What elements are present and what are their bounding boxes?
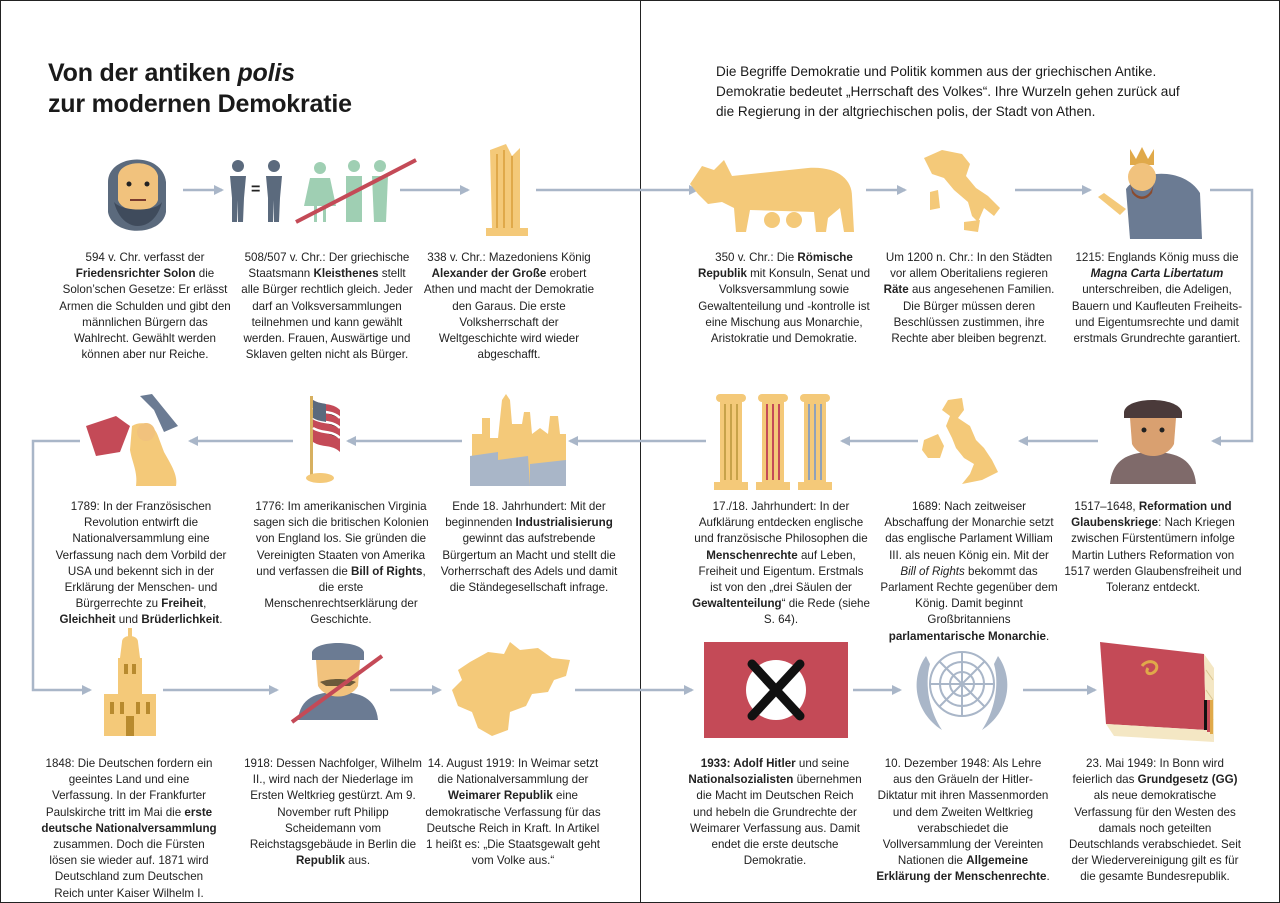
germany-map-icon: [448, 636, 572, 740]
caption-italian-councils: Um 1200 n. Chr.: In den Städten vor allem Oberitaliens regieren Räte aus angesehenen Familien. Die Bürger müssen deren Beschlüssen zustimmen, ihre Rechte aber bleiben begrenzt.: [883, 251, 1055, 346]
caption-bill-of-rights-1689: 1689: Nach zeitweiser Abschaffung der Monarchie setzt das englische Parlament William III. als neuen König ein. Mit der Bill of Rights bekommt das Parlament Rechte gegenüber dem König. Damit beginnt Großbritanniens parlamentarische Monarchie.: [880, 500, 1058, 643]
luther-portrait-icon: [1106, 394, 1200, 486]
broken-column-icon: [486, 142, 532, 238]
paulskirche-icon: [100, 628, 160, 738]
us-flag-icon: [300, 392, 348, 486]
king-john-icon: [1096, 143, 1206, 243]
caption-french-revolution: 1789: In der Französischen Revolution entwirft die Nationalversammlung eine Verfassung nach dem Vorbild der USA und bekennt sich in der Erklärung der Menschen- und Bürgerrechte zu Freiheit, Gleichheit und Brüderlichkeit.: [55, 500, 227, 627]
solon-portrait-icon: [100, 142, 174, 240]
caption-un-declaration: 10. Dezember 1948: Als Lehre aus den Gräueln der Hitler-Diktatur mit ihren Massenmorden und dem Zweiten Weltkrieg verabschiedet die Vollversammlung der Vereinten Nationen die Allgemeine Erklärung der Menschenrechte.: [876, 757, 1050, 884]
marianne-icon: [82, 392, 186, 488]
caption-nazi-seizure: 1933: Adolf Hitler und seine Nationalsozialisten übernehmen die Macht im Deutschen Reich und hebeln die Grundrechte der Weimarer Verfassung aus. Damit endet die erste deutsche Demokratie.: [688, 757, 862, 868]
svg-text:=: =: [251, 181, 261, 198]
caption-alexander: 338 v. Chr.: Mazedoniens König Alexander der Große erobert Athen und macht der Demokratie den Garaus. Die erste Volksherrschaft der Weltgeschichte wird wieder abgeschafft.: [423, 251, 595, 362]
caption-kleisthenes: 508/507 v. Chr.: Der griechische Staatsmann Kleisthenes stellt alle Bürger rechtlich gleich. Jeder darf an Volksversammlungen teilnehmen und kann gewählt werden. Frauen, Auswärtige und Sklaven gelten nicht als Bürger.: [241, 251, 413, 362]
crossed-flag-icon: [704, 642, 848, 738]
grundgesetz-book-icon: [1096, 640, 1220, 744]
intro-text: Die Begriffe Demokratie und Politik kommen aus der griechischen Antike. Demokratie bedeutet „Herrschaft des Volkes“. Ihre Wurzeln gehen zurück auf die Regierung in der altgriechischen polis, der Stadt von Athen.: [716, 64, 1180, 119]
italy-map-icon: [918, 146, 1004, 236]
caption-solon: 594 v. Chr. verfasst der Friedensrichter Solon die Solon’schen Gesetze: Er erlässt Armen die Schulden und gibt den männlichen Bürgern das Wahlrecht. Gewählt werden können aber nur Reiche.: [59, 251, 231, 362]
caption-weimar: 14. August 1919: In Weimar setzt die Nationalversammlung der Weimarer Republik eine demokratische Verfassung für das Deutsche Reich in Kraft. In Artikel 1 heißt es: „Die Staatsgewalt geht vom Volke aus.“: [425, 757, 601, 868]
caption-grundgesetz: 23. Mai 1949: In Bonn wird feierlich das Grundgesetz (GG) als neue demokratische Verfassung für den Westen des damals noch geteilten Deutschlands verabschiedet. Seit der Wiedervereinigung gilt es für die gesamte Bundesrepublik.: [1068, 757, 1242, 884]
great-britain-map-icon: [918, 396, 1002, 490]
page-title: Von der antiken polis zur modernen Demokratie: [48, 59, 352, 118]
caption-republic-1918: 1918: Dessen Nachfolger, Wilhelm II., wird nach der Niederlage im Ersten Weltkrieg gestürzt. Am 9. November ruft Philipp Scheidemann vom Reichstagsgebäude in Berlin die Republik aus.: [244, 757, 422, 868]
industrial-skyline-icon: [468, 394, 568, 488]
three-columns-icon: [710, 392, 838, 492]
crossed-out-women-slaves-icon: [294, 156, 422, 226]
caption-reformation: 1517–1648, Reformation und Glaubenskriege: Nach Kriegen zwischen Fürstentümern infolge Martin Luthers Reformation von 1517 werden Glaubensfreiheit und Toleranz entdeckt.: [1064, 500, 1242, 595]
un-emblem-icon: [906, 642, 1018, 738]
caption-us-independence: 1776: Im amerikanischen Virginia sagen sich die britischen Kolonien von England los. Sie gründen die Vereinigten Staaten von Amerika und verfassen die Bill of Rights, die erste Menschenrechtserklärung der Geschichte.: [253, 500, 429, 627]
caption-enlightenment: 17./18. Jahrhundert: In der Aufklärung entdecken englische und französische Philosophen die Menschenrechte auf Leben, Freiheit und Eigentum. Erstmals ist von den „drei Säulen der Gewaltenteilung“ die Rede (siehe S. 64).: [692, 500, 870, 627]
capitoline-wolf-icon: [688, 146, 860, 238]
caption-paulskirche: 1848: Die Deutschen fordern ein geeintes Land und eine Verfassung. In der Frankfurter Paulskirche tritt im Mai die erste deutsche Nationalversammlung zusammen. Doch die Fürsten lösen sie wieder auf. 1871 wird Deutschland zum Deutschen Reich unter Kaiser Wilhelm I.: [41, 757, 217, 900]
caption-magna-carta: 1215: Englands König muss die Magna Carta Libertatum unterschreiben, die Adeligen, Bauern und Kaufleuten Freiheits- und Eigentumsrechte und damit erstmals Grundrechte garantiert.: [1071, 251, 1243, 346]
caption-industrialization: Ende 18. Jahrhundert: Mit der beginnenden Industrialisierung gewinnt das aufstrebende Bürgertum an Macht und stellt die Vorherrschaft des Adels und damit die Ständegesellschaft infrage.: [440, 500, 618, 595]
wilhelm-ii-crossed-icon: [290, 640, 386, 724]
caption-roman-republic: 350 v. Chr.: Die Römische Republik mit Konsuln, Senat und Volksversammlung sowie Gewaltenteilung und -kontrolle ist eine Mischung aus Monarchie, Aristokratie und Demokratie.: [697, 251, 871, 346]
equality-figures-icon: [226, 158, 290, 224]
